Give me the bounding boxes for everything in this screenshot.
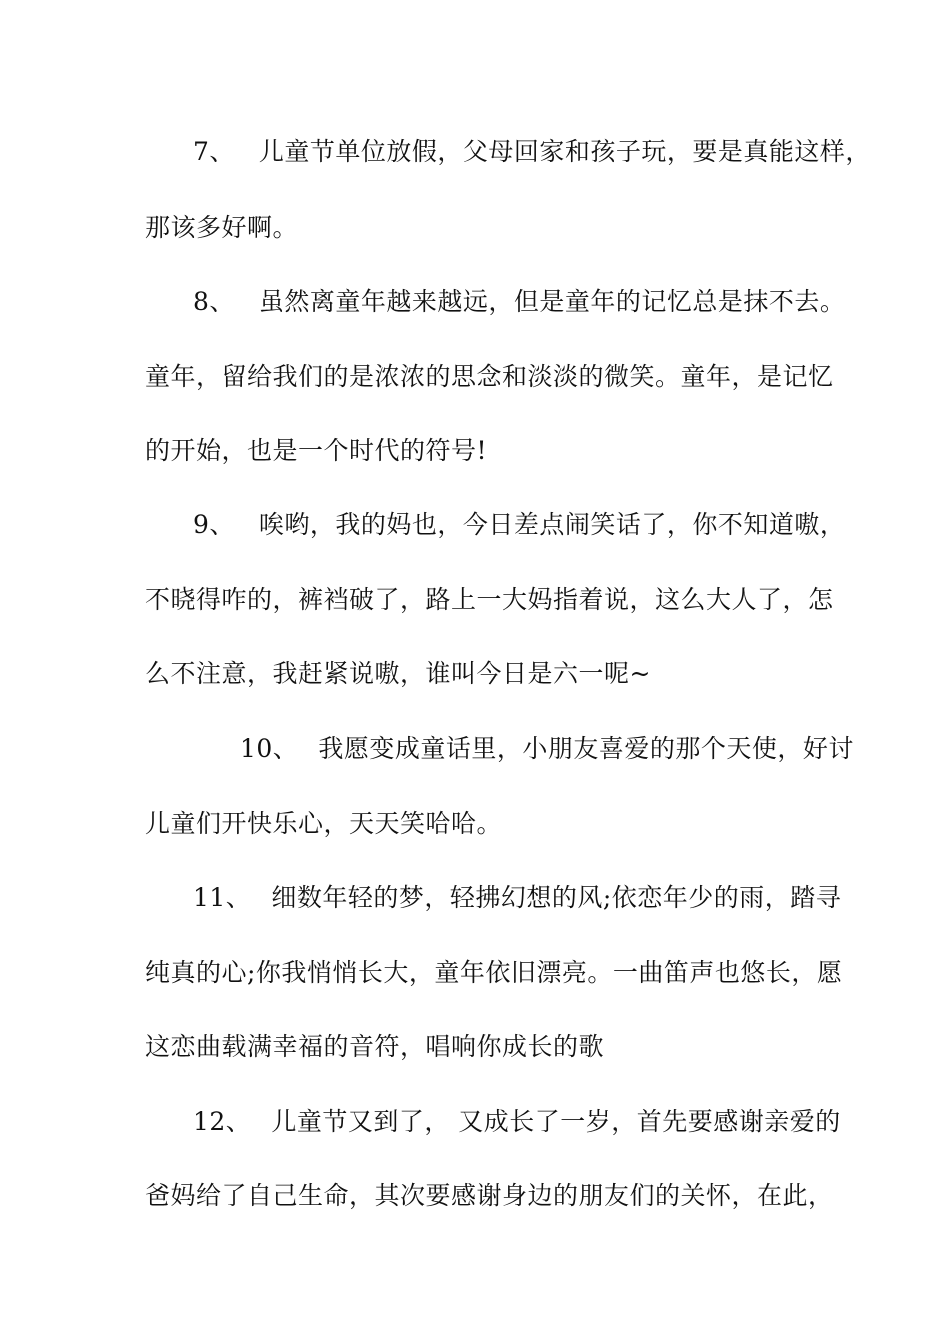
item-11-line-2: 纯真的心;你我悄悄长大，童年依旧漂亮。一曲笛声也悠长，愿 bbox=[145, 958, 843, 987]
item-9-line-2: 不晓得咋的，裤裆破了，路上一大妈指着说，这么大人了，怎 bbox=[145, 585, 834, 614]
item-text: 唉哟，我的妈也，今日差点闹笑话了，你不知道嗷， bbox=[258, 510, 846, 539]
item-9-first-line bbox=[193, 509, 845, 541]
item-7-line-2: 那该多好啊。 bbox=[145, 213, 299, 242]
item-11-line-3: 这恋曲载满幸福的音符，唱响你成长的歌 bbox=[145, 1032, 605, 1061]
item-number: 11、 bbox=[193, 883, 252, 912]
item-text: 我愿变成童话里，小朋友喜爱的那个天使，好讨 bbox=[318, 734, 854, 763]
item-7-first-line bbox=[193, 136, 871, 168]
item-text: 儿童节单位放假，父母回家和孩子玩，要是真能这样， bbox=[258, 137, 871, 166]
item-9-line-3: 么不注意，我赶紧说嗷，谁叫今日是六一呢~ bbox=[145, 659, 651, 688]
item-12-line-2: 爸妈给了自己生命，其次要感谢身边的朋友们的关怀，在此， bbox=[145, 1181, 834, 1210]
item-11-first-line bbox=[193, 882, 841, 914]
item-number: 7、 bbox=[193, 137, 235, 166]
item-text: 儿童节又到了， 又成长了一岁，首先要感谢亲爱的 bbox=[271, 1107, 841, 1136]
item-number: 12、 bbox=[193, 1107, 252, 1136]
item-8-line-2: 童年，留给我们的是浓浓的思念和淡淡的微笑。童年，是记忆 bbox=[145, 362, 834, 391]
item-8-first-line bbox=[193, 286, 845, 318]
item-10-line-2: 儿童们开快乐心，天天笑哈哈。 bbox=[145, 809, 503, 838]
item-12-first-line bbox=[193, 1106, 841, 1138]
item-10-first-line bbox=[240, 733, 854, 765]
item-number: 10、 bbox=[240, 734, 299, 763]
item-text: 虽然离童年越来越远，但是童年的记忆总是抹不去。 bbox=[258, 287, 846, 316]
item-number: 9、 bbox=[193, 510, 235, 539]
item-text: 细数年轻的梦，轻拂幻想的风;依恋年少的雨，踏寻 bbox=[271, 883, 842, 912]
item-8-line-3: 的开始，也是一个时代的符号! bbox=[145, 436, 488, 465]
item-number: 8、 bbox=[193, 287, 235, 316]
